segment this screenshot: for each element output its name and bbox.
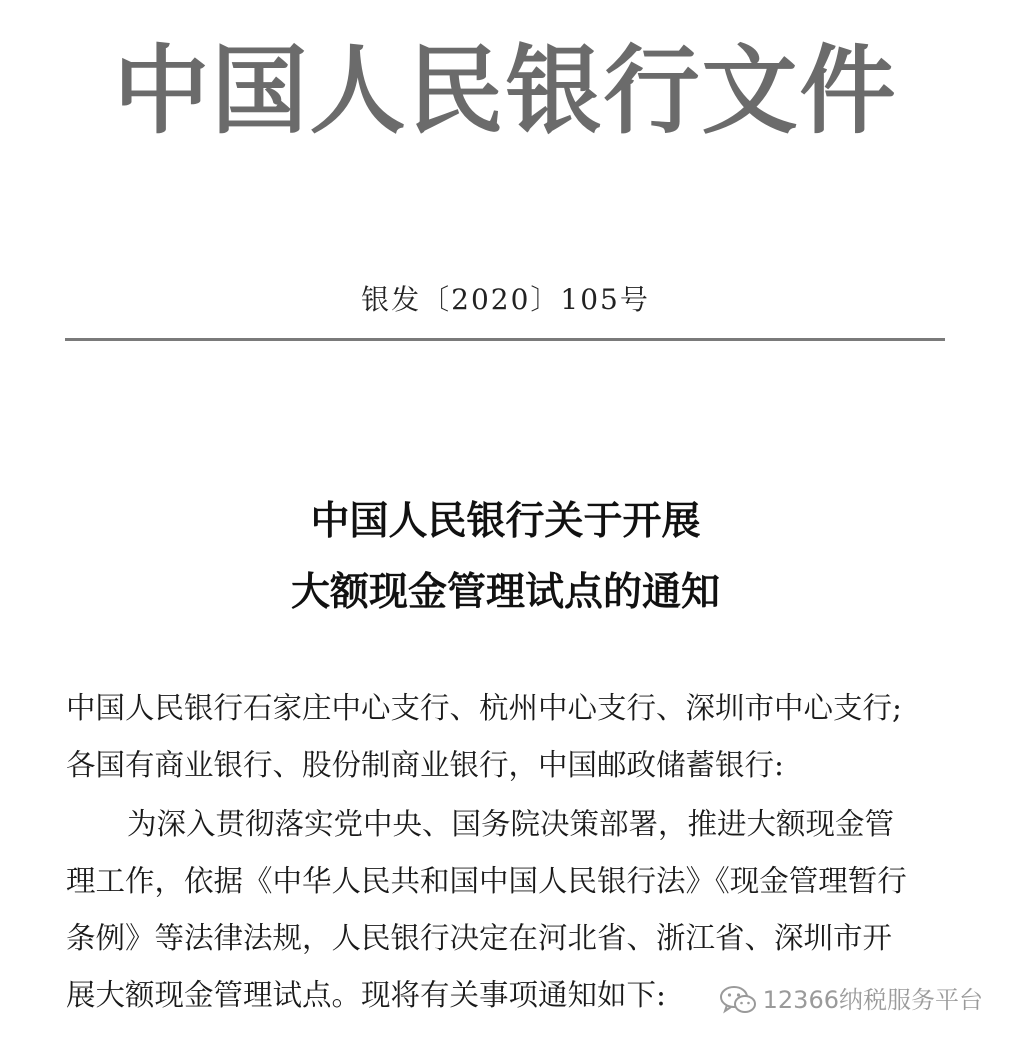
paragraph-line-4: 展大额现金管理试点。现将有关事项通知如下: — [66, 978, 666, 1012]
notice-title-line-1: 中国人民银行关于开展 — [310, 498, 701, 544]
issuer-header: 中国人民银行文件 — [113, 34, 898, 147]
paragraph-line-3: 条例》等法律法规，人民银行决定在河北省、浙江省、深圳市开 — [66, 921, 893, 955]
recipients-line-2: 各国有商业银行、股份制商业银行，中国邮政储蓄银行: — [66, 748, 784, 782]
paragraph-line-2: 理工作，依据《中华人民共和国中国人民银行法》《现金管理暂行 — [66, 864, 907, 898]
header-divider — [65, 338, 945, 341]
recipients-line-1: 中国人民银行石家庄中心支行、杭州中心支行、深圳市中心支行; — [66, 691, 902, 725]
wechat-icon — [719, 985, 757, 1015]
watermark-text: 12366纳税服务平台 — [762, 986, 983, 1014]
paragraph-line-1: 为深入贯彻落实党中央、国务院决策部署，推进大额现金管 — [127, 807, 895, 841]
source-watermark — [715, 980, 983, 1020]
notice-title-line-2: 大额现金管理试点的通知 — [290, 569, 720, 615]
document-number: 银发〔2020〕105号 — [361, 283, 650, 316]
